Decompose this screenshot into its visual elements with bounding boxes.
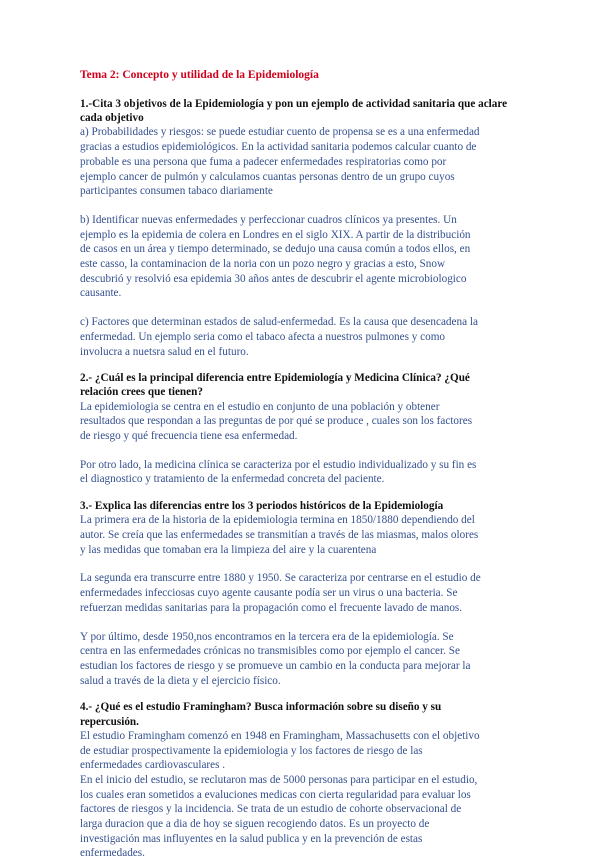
answer-line: La epidemiologia se centra en el estudio en conjunto de una población y obtener: [80, 400, 440, 413]
answer-line: participantes consumen tabaco diariamente: [80, 185, 273, 198]
answer-2-p2: [80, 458, 520, 487]
answer-2-p1: [80, 400, 520, 444]
answer-line: este casso, la contaminacion de la noria con un pozo negro y gracias a esto, Snow: [80, 258, 446, 271]
question-line: 4.- ¿Qué es el estudio Framingham? Busca información sobre su diseño y su: [80, 701, 442, 714]
answer-line: salud a través de la dieta y el ejercicio físico.: [80, 674, 281, 687]
question-2: [80, 371, 520, 399]
answer-line: resultados que respondan a las preguntas de por qué se produce , cuales son los factores: [80, 415, 473, 428]
answer-line: La segunda era transcurre entre 1880 y 1950. Se caracteriza por centrarse en el estudio de: [80, 572, 481, 585]
answer-line: involucra a nuetsra salud en el futuro.: [80, 345, 249, 358]
answer-line: de riesgo y qué frecuencia tiene esa enfermedad.: [80, 430, 298, 443]
question-line: 2.- ¿Cuál es la principal diferencia entre Epidemiología y Medicina Clínica? ¿Qué: [80, 372, 470, 385]
answer-line: descubrió y resolvió esa epidemia 30 años antes de descubrir el agente microbiologico: [80, 272, 467, 285]
answer-3-p2: [80, 571, 520, 615]
answer-line: de estudiar prospectivamente la epidemiologia y los factores de riesgo de las: [80, 744, 423, 757]
answer-line: investigación mas influyentes en la salud publica y en la prevención de estas: [80, 832, 423, 845]
question-line: repercusión.: [80, 715, 139, 728]
document-title: Tema 2: Concepto y utilidad de la Epidemiología: [80, 69, 319, 81]
answer-line: a) Probabilidades y riesgos: se puede estudiar cuento de propensa se es a una enfermedad: [80, 126, 480, 139]
answer-line: En el inicio del estudio, se reclutaron mas de 5000 personas para participar en el estudio,: [80, 773, 478, 786]
answer-line: larga duracion que a dia de hoy se siguen recogiendo datos. Es un proyecto de: [80, 818, 430, 831]
answer-line: El estudio Framingham comenzó en 1948 en Framingham, Massachusetts con el objetivo: [80, 729, 480, 742]
answer-line: enfermedades.: [80, 847, 145, 860]
answer-1c: [80, 315, 520, 359]
answer-line: ejemplo cancer de pulmón y calculamos cuantas personas dentro de un grupo cuyos: [80, 170, 455, 183]
answer-line: el diagnostico y tratamiento de la enfermedad concreta del paciente.: [80, 473, 385, 486]
answer-line: y las medidas que tomaban era la limpieza del aire y la cuarentena: [80, 543, 377, 556]
answer-line: estudian los factores de riesgo y se promueve un cambio en la conducta para mejorar la: [80, 660, 471, 672]
answer-line: La primera era de la historia de la epidemiologia termina en 1850/1880 dependiendo del: [80, 514, 475, 527]
answer-line: gracias a estudios epidemiológicos. En la actividad sanitaria podemos calcular cuanto de: [80, 141, 477, 154]
question-3: 3.- Explica las diferencias entre los 3 periodos históricos de la Epidemiología: [80, 500, 444, 513]
answer-4-p1: [80, 729, 520, 773]
answer-3-p1: [80, 513, 520, 557]
question-4: [80, 700, 520, 728]
answer-line: centra en las enfermedades crónicas no transmisibles como por ejemplo el cancer. Se: [80, 645, 460, 658]
answer-line: c) Factores que determinan estados de salud-enfermedad. Es la causa que desencadena la: [80, 316, 478, 329]
answer-line: b) Identificar nuevas enfermedades y perfeccionar cuadros clínicos ya presentes. Un: [80, 213, 457, 226]
answer-line: autor. Se creía que las enfermedades se transmitían a través de las miasmas, malos olores: [80, 529, 479, 542]
answer-line: causante.: [80, 287, 122, 300]
answer-line: los cuales eran sometidos a evaluciones medicas con cierta regularidad para evaluar los: [80, 788, 471, 801]
answer-line: Y por último, desde 1950,nos encontramos en la tercera era de la epidemiología. Se: [80, 630, 454, 643]
answer-line: enfermedades cardiovasculares .: [80, 759, 226, 772]
answer-1b: [80, 213, 520, 301]
answer-line: ejemplo es la epidemia de colera en Londres en el siglo XIX. A partir de la distribución: [80, 228, 471, 241]
answer-3-p3: [80, 630, 520, 689]
answer-line: enfermedades infecciosas cuyo agente causante podía ser un virus o una bacteria. Se: [80, 587, 458, 600]
answer-line: factores de riesgos y la incidencia. Se trata de un estudio de cohorte observacional de: [80, 803, 462, 816]
question-line: relación crees que tienen?: [80, 386, 203, 399]
answer-line: refuerzan medidas sanitarias para la propagación como el frecuente lavado de manos.: [80, 601, 463, 614]
answer-line: probable es una persona que fuma a padecer enfermedades respiratorias como por: [80, 155, 447, 168]
answer-line: enfermedad. Un ejemplo seria como el tabaco afecta a nuestros pulmones y como: [80, 330, 446, 343]
answer-line: Por otro lado, la medicina clínica se caracteriza por el estudio individualizado y su fin es: [80, 458, 477, 471]
question-1: 1.-Cita 3 objetivos de la Epidemiología y pon un ejemplo de actividad sanitaria que aclare cada objetivo: [80, 98, 508, 125]
answer-line: de casos en un área y tiempo determinado, se dedujo una causa común a todos ellos, en: [80, 243, 471, 256]
answer-1a: [80, 125, 520, 199]
